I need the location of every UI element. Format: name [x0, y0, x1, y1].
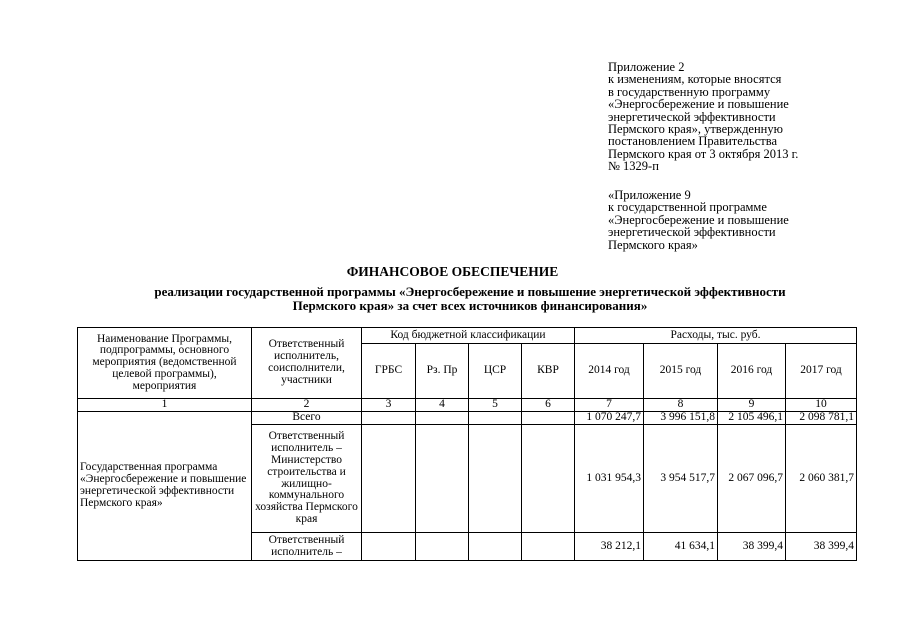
amount-2016-cell: 38 399,4 — [718, 533, 786, 561]
document-subtitle: реализации государственной программы «Энергосбережение и повышение энергетической эффективности Пермского края» за счет всех источников финансирования» — [154, 284, 786, 313]
header-2017: 2017 год — [786, 344, 857, 399]
amount-2015-cell: 3 996 151,8 — [644, 412, 718, 425]
grbs-cell — [362, 533, 416, 561]
document-title: ФИНАНСОВОЕ ОБЕСПЕЧЕНИЕ — [346, 264, 559, 279]
header-row-top — [78, 328, 857, 344]
rzpr-cell — [416, 533, 469, 561]
rzpr-cell — [416, 412, 469, 425]
amount-2017-cell: 2 060 381,7 — [786, 425, 857, 533]
header-name: Наименование Программы, подпрограммы, основного мероприятия (ведомственной целевой программы), мероприятия — [78, 328, 252, 399]
header-grbs: ГРБС — [362, 344, 416, 399]
header-2015: 2015 год — [644, 344, 718, 399]
kvr-cell — [522, 533, 575, 561]
header-expenses: Расходы, тыс. руб. — [575, 328, 857, 344]
header-kvr: КВР — [522, 344, 575, 399]
grbs-cell — [362, 425, 416, 533]
appendix-note-original: «Приложение 9 к государственной программе «Энергосбережение и повышение энергетической эффективности Пермского края» — [608, 188, 789, 252]
csr-cell — [469, 412, 522, 425]
executor-cell: Ответственный исполнитель – Министерство строительства и жилищно-коммунального хозяйства Пермского края — [252, 425, 362, 533]
header-rzpr: Рз. Пр — [416, 344, 469, 399]
amount-2014-cell: 38 212,1 — [575, 533, 644, 561]
column-number: 9 — [718, 399, 786, 412]
header-executor: Ответственный исполнитель, соисполнители, участники — [252, 328, 362, 399]
amount-2014-cell: 1 031 954,3 — [575, 425, 644, 533]
amount-2015-cell: 41 634,1 — [644, 533, 718, 561]
column-number: 2 — [252, 399, 362, 412]
column-number: 8 — [644, 399, 718, 412]
program-name-cell: Государственная программа «Энергосбережение и повышение энергетической эффективности Пермского края» — [78, 412, 252, 561]
kvr-cell — [522, 412, 575, 425]
csr-cell — [469, 533, 522, 561]
amount-2016-cell: 2 067 096,7 — [718, 425, 786, 533]
amount-2015-cell: 3 954 517,7 — [644, 425, 718, 533]
grbs-cell — [362, 412, 416, 425]
amount-2017-cell: 38 399,4 — [786, 533, 857, 561]
executor-cell: Ответственный исполнитель – — [252, 533, 362, 561]
column-number-row — [78, 399, 857, 412]
header-2014: 2014 год — [575, 344, 644, 399]
column-number: 7 — [575, 399, 644, 412]
financing-table — [77, 327, 857, 561]
executor-cell: Всего — [252, 412, 362, 425]
amount-2016-cell: 2 105 496,1 — [718, 412, 786, 425]
column-number: 6 — [522, 399, 575, 412]
column-number: 10 — [786, 399, 857, 412]
header-budget-code: Код бюджетной классификации — [362, 328, 575, 344]
rzpr-cell — [416, 425, 469, 533]
table-row-total — [78, 412, 857, 425]
header-2016: 2016 год — [718, 344, 786, 399]
csr-cell — [469, 425, 522, 533]
column-number: 3 — [362, 399, 416, 412]
column-number: 5 — [469, 399, 522, 412]
appendix-note-amendment: Приложение 2 к изменениям, которые вносятся в государственную программу «Энергосбережение и повышение энергетической эффективности Пермского края», утвержденную постановлением Правительства Пермского края от 3 октября 2013 г. № 1329-п — [608, 60, 799, 174]
column-number: 1 — [78, 399, 252, 412]
column-number: 4 — [416, 399, 469, 412]
header-csr: ЦСР — [469, 344, 522, 399]
kvr-cell — [522, 425, 575, 533]
amount-2017-cell: 2 098 781,1 — [786, 412, 857, 425]
amount-2014-cell: 1 070 247,7 — [575, 412, 644, 425]
